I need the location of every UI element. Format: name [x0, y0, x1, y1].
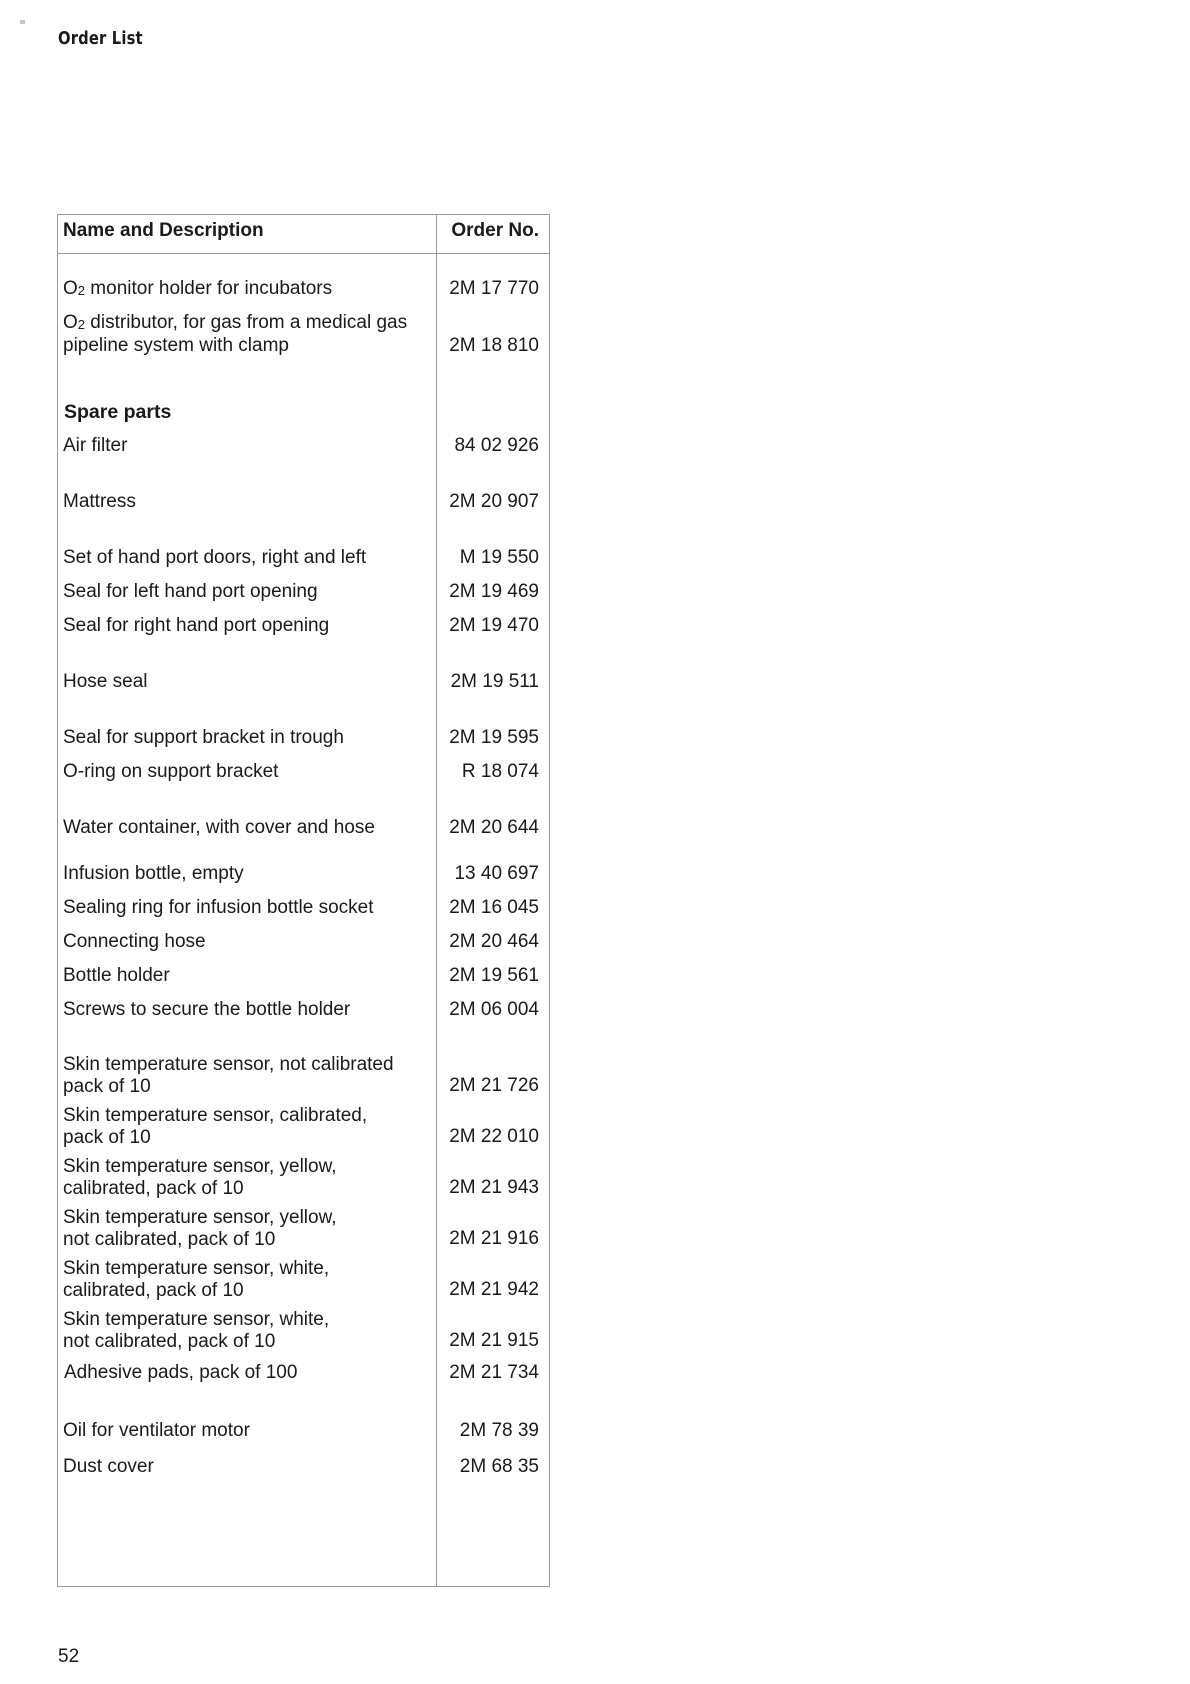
- sensor-row-order: 2M 21 942: [449, 1279, 539, 1300]
- row-order: 2M 21 734: [449, 1362, 539, 1383]
- page-number: 52: [58, 1646, 80, 1667]
- sensor-row-order: 2M 21 916: [449, 1228, 539, 1249]
- row-order: 13 40 697: [454, 863, 539, 884]
- row-order: 2M 06 004: [449, 999, 539, 1020]
- row-name: Infusion bottle, empty: [63, 863, 244, 884]
- row-name: Set of hand port doors, right and left: [63, 547, 367, 568]
- row-order: 2M 19 511: [450, 671, 539, 692]
- sensor-row-order: 2M 22 010: [449, 1126, 539, 1147]
- row-name: Connecting hose: [63, 931, 206, 952]
- row-order: 2M 19 469: [449, 581, 539, 602]
- row-order: 2M 78 39: [459, 1420, 539, 1441]
- order-table: [57, 214, 550, 1587]
- row-o2-holder-name: O2 monitor holder for incubators: [63, 278, 333, 299]
- column-divider: [436, 215, 437, 1586]
- sensor-row-name: Skin temperature sensor, calibrated, pack of 10: [63, 1105, 368, 1148]
- row-name: Seal for left hand port opening: [63, 581, 318, 602]
- row-order: M 19 550: [459, 547, 539, 568]
- sensor-row-name: Skin temperature sensor, white, not calibrated, pack of 10: [63, 1309, 330, 1352]
- row-name: Mattress: [63, 491, 136, 512]
- row-o2-holder-order: 2M 17 770: [449, 278, 539, 299]
- column-header-order: Order No.: [451, 220, 539, 241]
- row-name: Bottle holder: [63, 965, 170, 986]
- sensor-row-name: Skin temperature sensor, white, calibrated, pack of 10: [63, 1258, 330, 1301]
- row-o2-distributor-name: O2 distributor, for gas from a medical gas pipeline system with clamp: [63, 312, 408, 356]
- row-name: Oil for ventilator motor: [63, 1420, 250, 1441]
- row-name: Air filter: [63, 435, 128, 456]
- sensor-row-name: Skin temperature sensor, not calibrated pack of 10: [63, 1054, 394, 1097]
- sensor-row-name: Skin temperature sensor, yellow, not calibrated, pack of 10: [63, 1207, 337, 1250]
- section-title-spare-parts: Spare parts: [64, 401, 172, 423]
- row-name: O-ring on support bracket: [63, 761, 279, 782]
- sensor-row-name: Skin temperature sensor, yellow, calibrated, pack of 10: [63, 1156, 337, 1199]
- row-name: Hose seal: [63, 671, 148, 692]
- row-name: Dust cover: [63, 1456, 154, 1477]
- row-order: R 18 074: [461, 761, 539, 782]
- row-order: 2M 20 907: [449, 491, 539, 512]
- sensor-row-order: 2M 21 726: [449, 1075, 539, 1096]
- row-order: 84 02 926: [454, 435, 539, 456]
- row-name: Seal for support bracket in trough: [63, 727, 344, 748]
- row-order: 2M 19 595: [449, 727, 539, 748]
- row-order: 2M 68 35: [459, 1456, 539, 1477]
- row-name: Water container, with cover and hose: [63, 817, 375, 838]
- sensor-row-order: 2M 21 915: [449, 1330, 539, 1351]
- corner-mark: [20, 20, 25, 24]
- column-header-name: Name and Description: [63, 220, 264, 241]
- row-order: 2M 19 561: [449, 965, 539, 986]
- row-name: Seal for right hand port opening: [63, 615, 330, 636]
- row-o2-distributor-order: 2M 18 810: [449, 335, 539, 356]
- row-name: Adhesive pads, pack of 100: [64, 1362, 298, 1383]
- row-order: 2M 19 470: [449, 615, 539, 636]
- page-header: Order List: [58, 28, 143, 49]
- header-rule: [58, 253, 549, 254]
- sensor-row-order: 2M 21 943: [449, 1177, 539, 1198]
- row-name: Screws to secure the bottle holder: [63, 999, 351, 1020]
- row-order: 2M 20 464: [449, 931, 539, 952]
- row-order: 2M 16 045: [449, 897, 539, 918]
- row-order: 2M 20 644: [449, 817, 539, 838]
- row-name: Sealing ring for infusion bottle socket: [63, 897, 374, 918]
